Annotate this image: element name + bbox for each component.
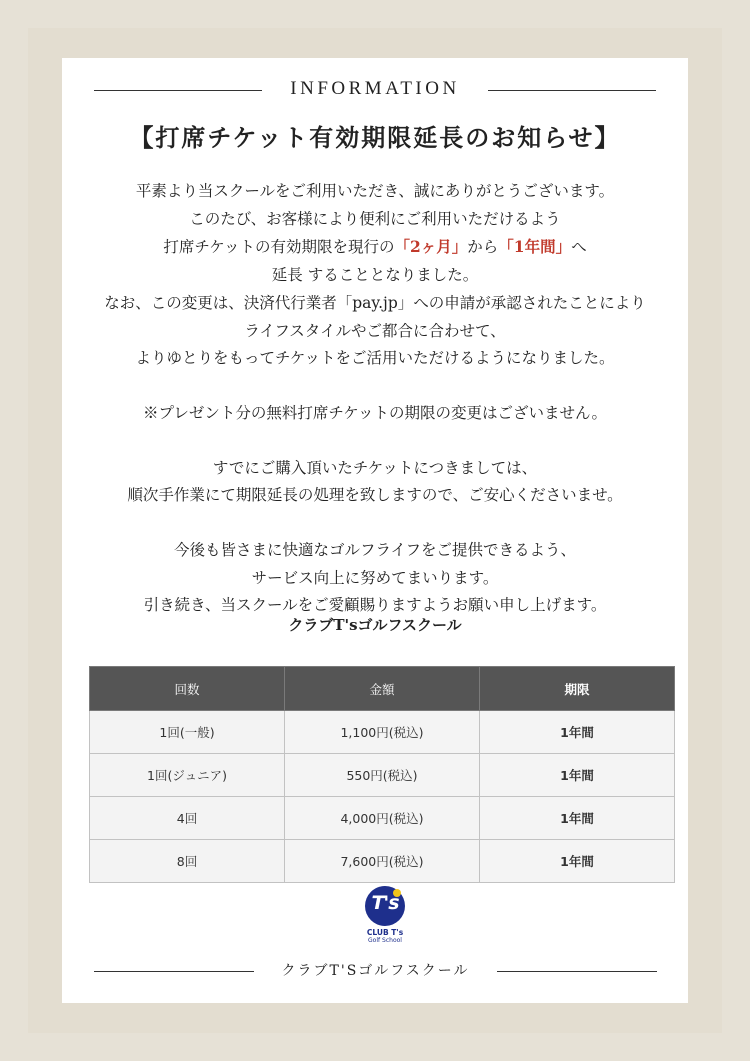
cell-period: 1年間: [480, 754, 675, 797]
old-period-highlight: 「2ヶ月」: [394, 237, 468, 257]
body-line-validity: [0, 233, 750, 262]
body-text: へ: [571, 238, 587, 257]
table-row: [90, 711, 675, 754]
info-header-title: INFORMATION: [290, 78, 460, 99]
footer-rule-left: [94, 971, 254, 972]
cell-price: 7,600円(税込): [285, 840, 480, 883]
body-line: サービス向上に努めてまいります。: [251, 568, 499, 587]
footer: [0, 960, 750, 982]
club-logo: [360, 886, 410, 948]
header-period: 期限: [480, 667, 675, 711]
new-period-highlight: 「1年間」: [498, 237, 572, 257]
cell-price: 4,000円(税込): [285, 797, 480, 840]
cell-price: 1,100円(税込): [285, 711, 480, 754]
body-line: このたび、お客様により便利にご利用いただけるよう: [189, 209, 561, 228]
info-header: [0, 78, 750, 104]
logo-line1: CLUB T's: [366, 928, 404, 937]
cell-period: 1年間: [480, 711, 675, 754]
cell-count: 4回: [90, 797, 285, 840]
body-line: 延長 することとなりました。: [271, 266, 479, 285]
table-row: [90, 797, 675, 840]
table-row: [90, 754, 675, 797]
body-line: よりゆとりをもってチケットをご活用いただけるようになりました。: [135, 349, 615, 368]
table-header-row: [90, 667, 675, 711]
header-count: 回数: [90, 667, 285, 711]
cell-count: 1回(ジュニア): [90, 754, 285, 797]
header-rule-left: [94, 90, 262, 91]
body-line: 順次手作業にて期限延長の処理を致しますので、ご安心くださいませ。: [127, 486, 623, 505]
price-table: [89, 666, 675, 883]
body-line: ライフスタイルやご都合に合わせて、: [244, 321, 506, 340]
table-row: [90, 840, 675, 883]
body-line: なお、この変更は、決済代行業者「pay.jp」への申請が承認されたことにより: [104, 293, 646, 312]
header-rule-right: [488, 90, 656, 91]
header-price: 金額: [285, 667, 480, 711]
notice-title: 【打席チケット有効期限延長のお知らせ】: [129, 123, 621, 152]
cell-period: 1年間: [480, 840, 675, 883]
cell-count: 1回(一般): [90, 711, 285, 754]
body-text: 打席チケットの有効期限を現行の: [163, 238, 395, 257]
body-line: 引き続き、当スクールをご愛顧賜りますようお願い申し上げます。: [143, 596, 607, 615]
body-text: から: [467, 238, 499, 257]
cell-price: 550円(税込): [285, 754, 480, 797]
body-line: 今後も皆さまに快適なゴルフライフをご提供できるよう、: [173, 541, 577, 560]
cell-period: 1年間: [480, 797, 675, 840]
logo-mark-text: T's: [371, 892, 399, 914]
logo-line2: Golf School: [368, 937, 402, 944]
footer-rule-right: [497, 971, 657, 972]
cell-count: 8回: [90, 840, 285, 883]
body-line: すでにご購入頂いたチケットにつきましては、: [212, 458, 538, 477]
note-line: ※プレゼント分の無料打席チケットの期限の変更はございません。: [143, 403, 607, 422]
notice-body: [0, 178, 750, 620]
body-line: 平素より当スクールをご利用いただき、誠にありがとうございます。: [135, 182, 615, 200]
signature: クラブT'sゴルフスクール: [288, 616, 462, 634]
footer-text: クラブT'Sゴルフスクール: [281, 963, 470, 979]
logo-mark: [365, 886, 405, 926]
